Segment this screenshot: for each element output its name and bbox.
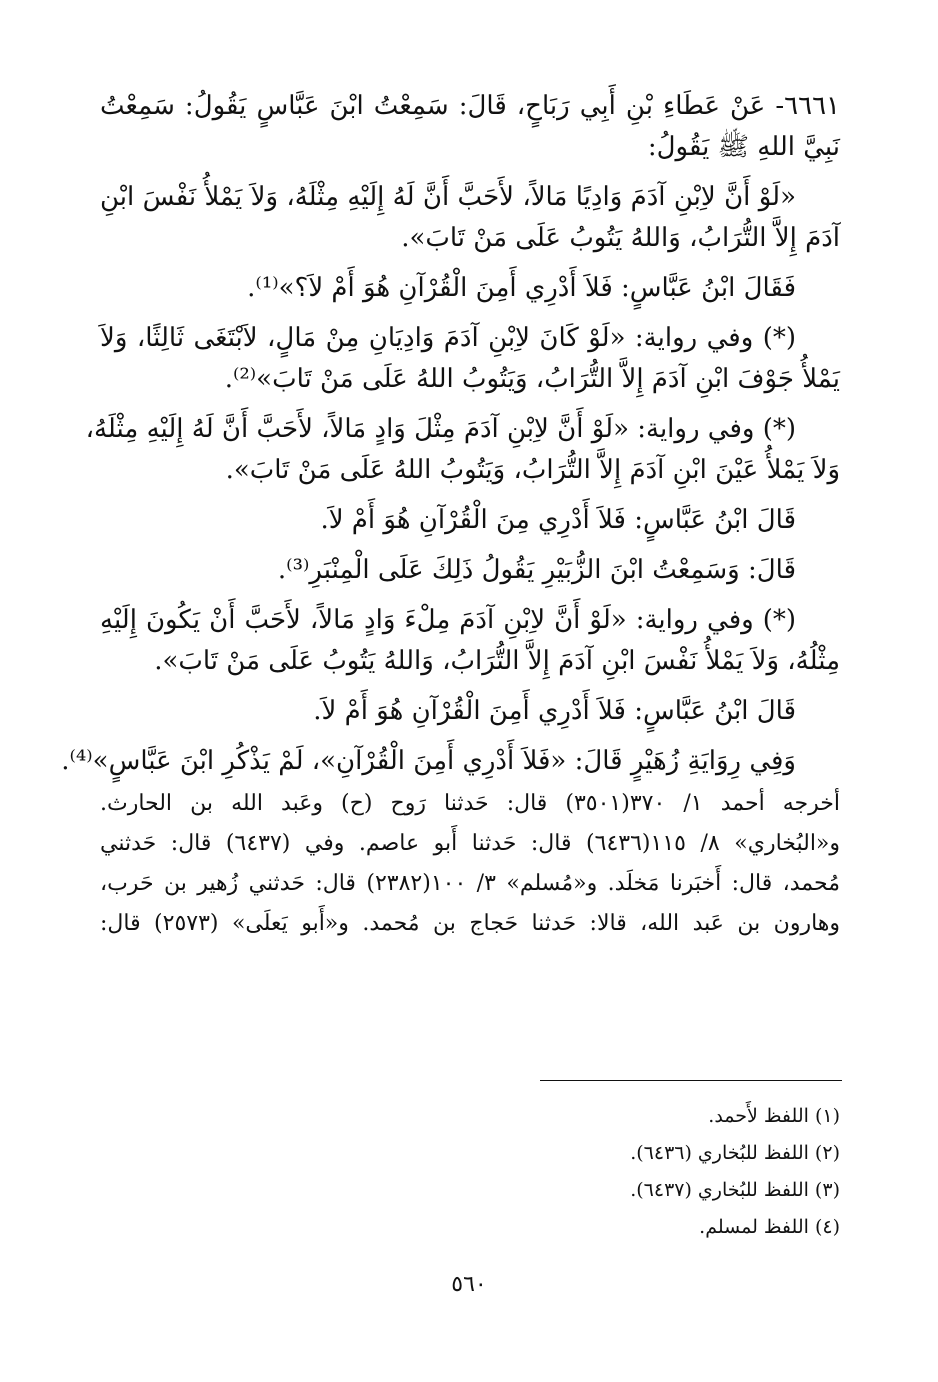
hadith-line: قَالَ: وَسَمِعْتُ ابْنَ الزُّبَيْرِ يَقُولُ ذَلِكَ عَلَى الْمِنْبَرِ⁽³⁾. [277,555,796,585]
footnote: (٢) اللفظ للبُخاري (٦٤٣٦). [630,1142,840,1164]
hadith-line: يَمْلأُ جَوْفَ ابْنِ آدَمَ إِلاَّ التُّرَابُ، وَيَتُوبُ اللهُ عَلَى مَنْ تَابَ»⁽²⁾. [224,364,840,394]
hadith-line: آدَمَ إِلاَّ التُّرَابُ، وَاللهُ يَتُوبُ عَلَى مَنْ تَابَ». [401,223,840,253]
hadith-line: ٦٦٦١- عَنْ عَطَاءِ بْنِ أَبِي رَبَاحٍ، قَالَ: سَمِعْتُ ابْنَ عَبَّاسٍ يَقُولُ: سَمِعْتُ [100,91,840,121]
hadith-line: وَلاَ يَمْلأُ عَيْنَ ابْنِ آدَمَ إِلاَّ التُّرَابُ، وَيَتُوبُ اللهُ عَلَى مَنْ تَابَ». [225,455,840,485]
hadith-line: نَبِيَّ اللهِ ﷺ يَقُولُ: [647,132,840,162]
source-line: و«البُخاري» ٨/ ١١٥(٦٤٣٦) قال: حَدثنا أَبو عاصم. وفي (٦٤٣٧) قال: حَدثني [100,831,841,856]
main-text [61,86,841,944]
hadith-line: فَقَالَ ابْنُ عَبَّاسٍ: فَلاَ أَدْرِي أَمِنَ الْقُرْآنِ هُوَ أَمْ لاَ؟»⁽¹⁾. [247,273,796,303]
source-line: وهارون بن عَبد الله، قالا: حَدثنا حَجاج بن مُحمد. و«أَبو يَعلَى» (٢٥٧٣) قال: [100,911,840,936]
source-line: مُحمد، قال: أَخبَرنا مَخلَد. و«مُسلم» ٣/ ١٠٠(٢٣٨٢) قال: حَدثني زُهير بن حَرب، [100,871,840,896]
hadith-line: قَالَ ابْنُ عَبَّاسٍ: فَلاَ أَدْرِي مِنَ الْقُرْآنِ هُوَ أَمْ لاَ. [320,505,796,535]
footnote: (١) اللفظ لأَحمد. [708,1105,840,1127]
hadith-line: (*) وفي رواية: «لَوْ كَانَ لاِبْنِ آدَمَ وَادِيَانِ مِنْ مَالٍ، لاَبْتَغَى ثَالِثًا، وَلاَ [100,323,796,353]
footnotes [100,1098,840,1246]
footnote-separator [540,1080,842,1081]
footnote: (٣) اللفظ للبُخاري (٦٤٣٧). [630,1179,840,1201]
hadith-line: قَالَ ابْنُ عَبَّاسٍ: فَلاَ أَدْرِي أَمِنَ الْقُرْآنِ هُوَ أَمْ لاَ. [313,696,796,726]
hadith-line: «لَوْ أَنَّ لاِبْنِ آدَمَ وَادِيًا مَالاً، لأَحَبَّ أَنَّ لَهُ إِلَيْهِ مِثْلَهُ، وَلاَ يَمْلأُ نَفْسَ ابْنِ [100,182,796,212]
footnote: (٤) اللفظ لمسلم. [699,1216,840,1238]
source-line: أخرجه أحمد ١/ ٣٧٠(٣٥٠١) قال: حَدثنا رَوح (ح) وعَبد الله بن الحارث. [100,791,840,816]
hadith-line: مِثْلُهُ، وَلاَ يَمْلأُ نَفْسَ ابْنِ آدَمَ إِلاَّ التُّرَابُ، وَاللهُ يَتُوبُ عَلَى مَنْ تَابَ». [154,646,840,676]
hadith-line: (*) وفي رواية: «لَوْ أَنَّ لاِبْنِ آدَمَ مِلْءَ وَادٍ مَالاً، لأَحَبَّ أَنْ يَكُونَ إِلَيْهِ [100,605,796,635]
hadith-line: وَفِي رِوَايَةِ زُهَيْرٍ قَالَ: «فَلاَ أَدْرِي أَمِنَ الْقُرْآنِ»، لَمْ يَذْكُرِ ابْنَ عَبَّاسٍ»⁽⁴⁾. [61,746,796,776]
page-number: ٥٦٠ [451,1272,487,1297]
hadith-line: (*) وفي رواية: «لَوْ أَنَّ لاِبْنِ آدَمَ مِثْلَ وَادٍ مَالاً، لأَحَبَّ أَنَّ لَهُ إِلَيْهِ مِثْلَهُ، [85,414,796,444]
